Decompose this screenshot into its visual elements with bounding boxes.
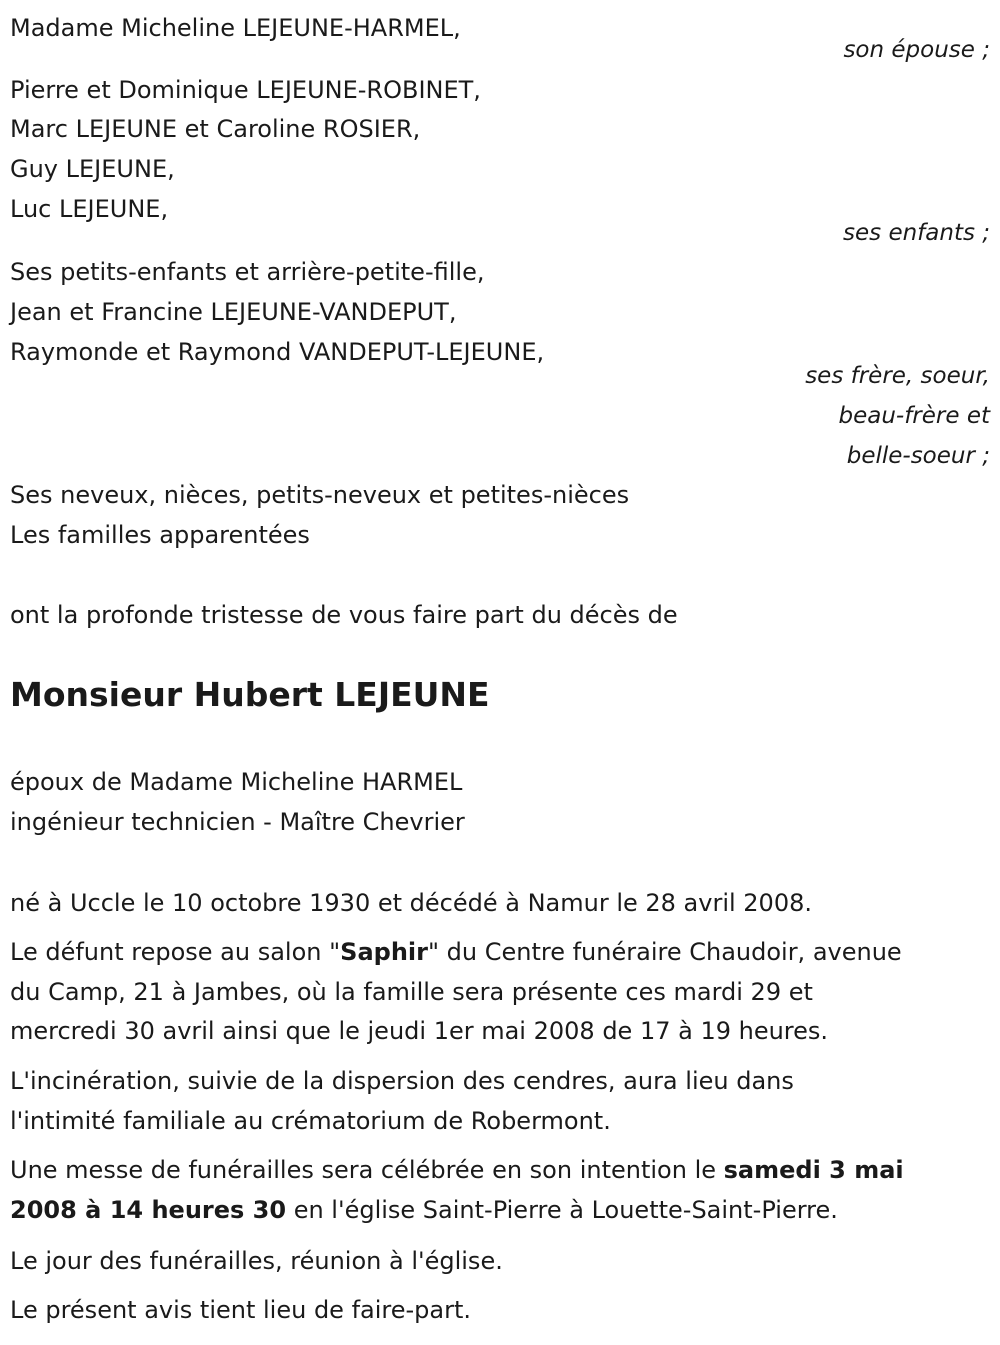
child-line: Luc LEJEUNE, <box>10 195 169 223</box>
text: Une messe de funérailles sera célébrée en son intention le <box>10 1156 724 1184</box>
others-line: Les familles apparentées <box>10 521 310 549</box>
siblings-role: belle-soeur ; <box>846 443 990 469</box>
sibling-line: Raymonde et Raymond VANDEPUT-LEJEUNE, <box>10 338 545 366</box>
wake-paragraph-line <box>10 932 902 972</box>
mass-paragraph-line <box>10 1150 904 1190</box>
mass-date: samedi 3 mai <box>723 1156 904 1184</box>
siblings-role: beau-frère et <box>838 403 990 429</box>
sibling-line: Ses petits-enfants et arrière-petite-fille, <box>10 258 485 286</box>
spouse-role: son épouse ; <box>843 37 990 63</box>
child-line: Pierre et Dominique LEJEUNE-ROBINET, <box>10 76 481 104</box>
text: " du Centre funéraire Chaudoir, avenue <box>427 938 902 966</box>
wake-paragraph-line: mercredi 30 avril ainsi que le jeudi 1er mai 2008 de 17 à 19 heures. <box>10 1017 829 1045</box>
children-role: ses enfants ; <box>843 220 990 246</box>
siblings-role: ses frère, soeur, <box>805 363 990 389</box>
salon-name: Saphir <box>340 938 428 966</box>
others-line: Ses neveux, nièces, petits-neveux et petites-nièces <box>10 481 630 509</box>
deceased-detail: ingénieur technicien - Maître Chevrier <box>10 808 465 836</box>
deceased-name: Monsieur Hubert LEJEUNE <box>10 675 490 714</box>
cremation-paragraph-line: l'intimité familiale au crématorium de Robermont. <box>10 1107 611 1135</box>
birth-death: né à Uccle le 10 octobre 1930 et décédé à Namur le 28 avril 2008. <box>10 889 812 917</box>
notice-note: Le présent avis tient lieu de faire-part. <box>10 1296 472 1324</box>
meeting-note: Le jour des funérailles, réunion à l'église. <box>10 1247 503 1275</box>
sibling-line: Jean et Francine LEJEUNE-VANDEPUT, <box>10 298 457 326</box>
announcement: ont la profonde tristesse de vous faire part du décès de <box>10 601 678 629</box>
child-line: Guy LEJEUNE, <box>10 155 175 183</box>
wake-paragraph-line: du Camp, 21 à Jambes, où la famille sera présente ces mardi 29 et <box>10 978 813 1006</box>
text: Le défunt repose au salon " <box>10 938 341 966</box>
child-line: Marc LEJEUNE et Caroline ROSIER, <box>10 115 421 143</box>
text: en l'église Saint-Pierre à Louette-Saint-Pierre. <box>286 1196 838 1224</box>
cremation-paragraph-line: L'incinération, suivie de la dispersion des cendres, aura lieu dans <box>10 1067 794 1095</box>
deceased-detail: époux de Madame Micheline HARMEL <box>10 768 463 796</box>
spouse-line: Madame Micheline LEJEUNE-HARMEL, <box>10 14 461 42</box>
mass-paragraph-line <box>10 1190 838 1230</box>
mass-time: 2008 à 14 heures 30 <box>10 1196 287 1224</box>
